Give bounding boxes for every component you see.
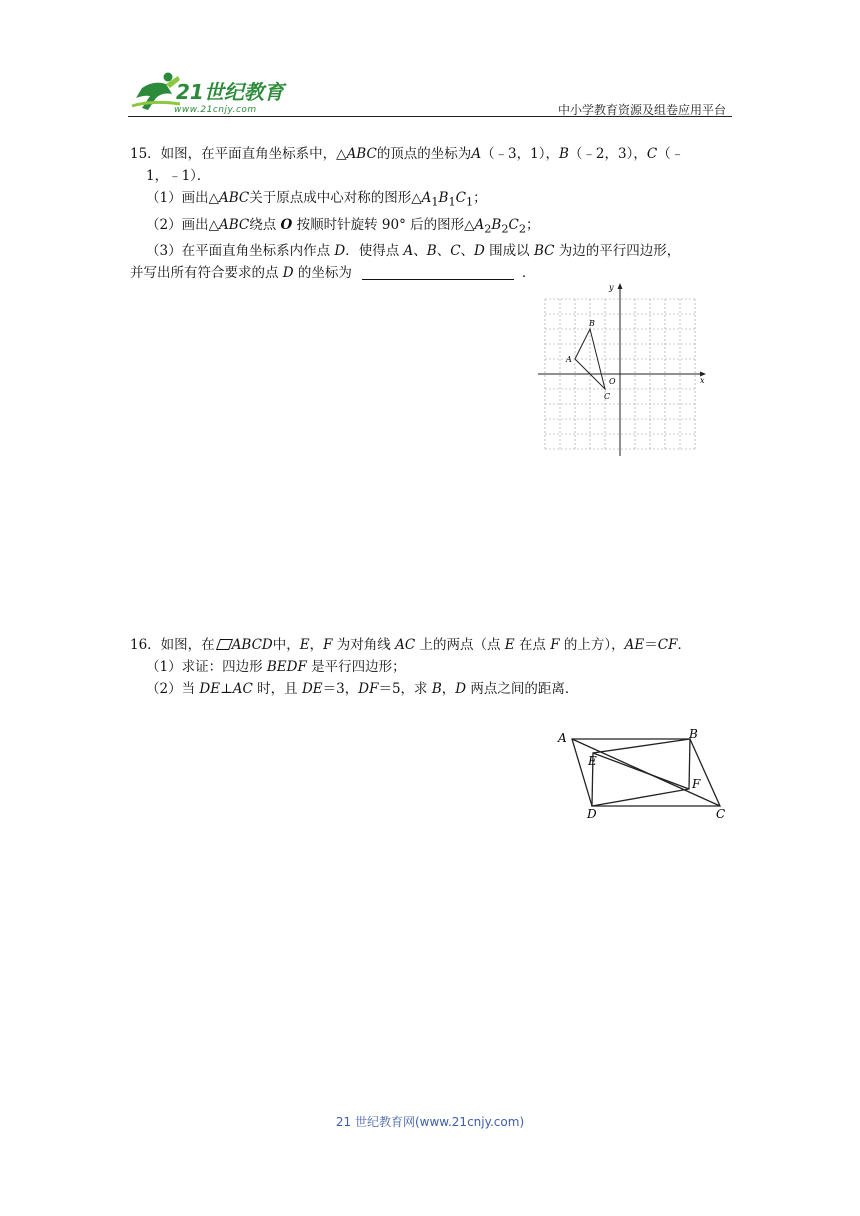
x-axis-label: x: [700, 376, 705, 385]
quadrilateral-bedf: [592, 739, 690, 806]
q15-part2: （2）画出△ABC绕点 O 按顺时针旋转 90° 后的图形$\triangle A_2B_2C_2$；: [146, 216, 540, 236]
point-e-label: E: [588, 754, 597, 768]
logo-text: 21世纪教育: [176, 80, 284, 104]
vertex-c-label: C: [716, 807, 726, 821]
point-f-label: F: [692, 777, 701, 791]
point-b-label: B: [589, 319, 595, 328]
logo-url: www.21cnjy.com: [174, 105, 257, 115]
platform-name: 中小学教育资源及组卷应用平台: [557, 103, 726, 117]
q15-part3-line2: 并写出所有符合要求的点 D 的坐标为 ．: [130, 265, 536, 282]
header-divider: [128, 116, 732, 117]
vertex-b-label: B: [689, 727, 698, 741]
point-a-label: A: [566, 355, 572, 364]
q15-stem-line2: 1，﹣1）．: [146, 168, 211, 184]
runner-logo-icon: [132, 73, 180, 111]
footer: 21 世纪教育网(www.21cnjy.com): [335, 1115, 525, 1129]
coordinate-grid-figure: [530, 280, 720, 460]
q16-part2: （2）当 DE⊥AC 时，且 DE＝3，DF＝5，求 B，D 两点之间的距离．: [146, 681, 579, 697]
q15-stem: 15．如图，在平面直角坐标系中，△ABC的顶点的坐标为A（﹣3，1），B（﹣2，3），C（﹣: [130, 146, 685, 162]
vertex-a-label: A: [558, 731, 567, 745]
point-c-label: C: [604, 392, 611, 401]
answer-blank[interactable]: [362, 265, 514, 280]
origin-label: O: [609, 377, 616, 386]
vertex-d-label: D: [587, 807, 597, 821]
q16-part1: （1）求证：四边形 BEDF 是平行四边形；: [146, 659, 406, 675]
q15-part1: （1）画出△ABC关于原点成中心对称的图形$\triangle A_1B_1C_1$；: [146, 190, 487, 209]
y-axis-arrow-icon: [618, 283, 623, 289]
y-axis-label: y: [609, 283, 614, 292]
question-15: [130, 143, 730, 284]
site-logo: [122, 68, 302, 116]
q15-part3: （3）在平面直角坐标系内作点 D．使得点 A、B、C、D 围成以 BC 为边的平行四边形，: [146, 243, 681, 260]
diagonal-be-df: [593, 753, 689, 789]
parallelogram-figure: [550, 722, 740, 822]
q16-stem: 16．如图，在 ABCD中，E，F 为对角线 AC 上的两点（点 E 在点 F 的上方），AE＝CF．: [130, 637, 691, 653]
parallelogram-icon: [216, 639, 233, 650]
question-16: [130, 634, 730, 700]
